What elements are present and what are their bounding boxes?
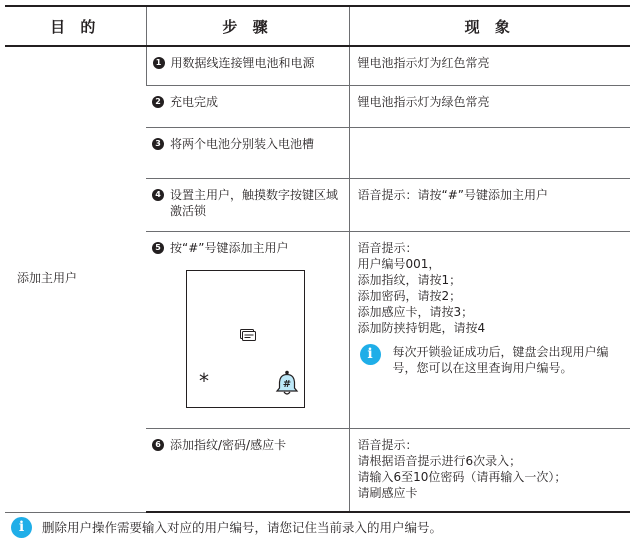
step-cell [146,85,349,127]
number-badge-icon: 6 [152,439,164,451]
phenomenon-text: 语音提示： 用户编号001， 添加指纹，请按1； 添加密码，请按2； 添加感应卡，请按3； 添加防挟持钥匙，请按4 [357,240,486,335]
star-key: * [199,368,209,393]
step-cell [146,127,349,178]
step-cell [146,231,349,428]
phenomenon-cell [349,428,630,512]
header-purpose: 目 的 [5,6,146,46]
phenomenon-cell [349,46,630,85]
step-text: 用数据线连接锂电池和电源 [170,56,315,70]
phenomenon-cell [349,178,630,231]
keypad-illustration [186,270,305,408]
step-cell [146,428,349,512]
header-steps: 步 骤 [146,6,349,46]
step-text: 按“#”号键添加主用户 [170,240,289,255]
info-note [350,344,631,376]
number-badge-icon: 4 [152,189,164,201]
hash-key: # [282,378,292,390]
purpose-cell: 添加主用户 [5,46,146,512]
phenomenon-text: 语音提示： 请根据语音提示进行6次录入； 请输入6至10位密码（请再输入一次）； 请刷感应卡 [357,437,567,500]
phenomenon-cell [349,85,630,127]
phenomenon-cell [349,231,630,428]
number-badge-icon: 5 [152,242,164,254]
footer-note [11,517,631,538]
number-badge-icon: 2 [152,96,164,108]
instruction-table [5,5,630,513]
phenomenon-text: 锂电池指示灯为红色常亮 [357,56,490,70]
info-icon: i [11,517,32,538]
table-row [5,46,630,85]
info-note-text: 每次开锁验证成功后，键盘会出现用户编号，您可以在这里查询用户编号。 [392,344,609,375]
bell-icon [275,370,299,396]
phenomenon-cell [349,127,630,178]
table-header-row [5,6,630,46]
info-icon: i [360,344,381,365]
step-cell [146,178,349,231]
step-text: 充电完成 [170,94,219,109]
number-badge-icon: 1 [153,57,165,69]
header-phenomenon: 现 象 [349,6,630,46]
phenomenon-text: 语音提示：请按“#”号键添加主用户 [357,187,548,202]
footer-note-text: 删除用户操作需要输入对应的用户编号，请您记住当前录入的用户编号。 [42,519,443,535]
step-cell [146,46,349,85]
step-text: 将两个电池分别装入电池槽 [170,136,315,151]
card-icon [240,329,256,341]
number-badge-icon: 3 [152,138,164,150]
step-text: 设置主用户，触摸数字按键区域激活锁 [170,187,339,218]
phenomenon-text: 锂电池指示灯为绿色常亮 [357,94,490,109]
phenomenon-text [350,128,631,136]
step-text: 添加指纹/密码/感应卡 [170,437,287,452]
